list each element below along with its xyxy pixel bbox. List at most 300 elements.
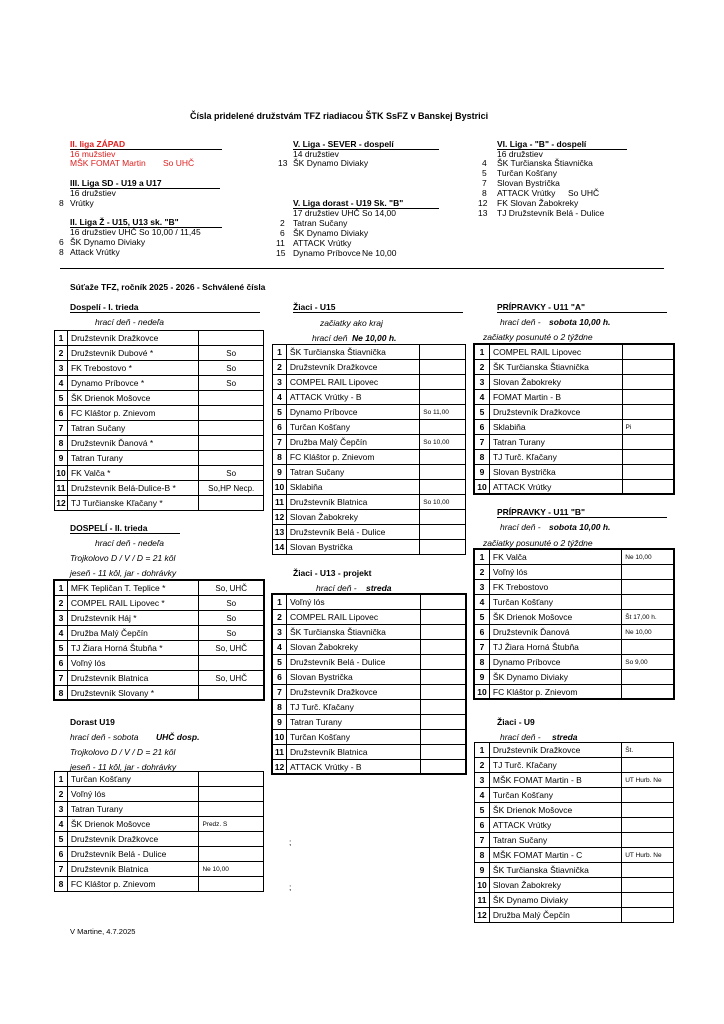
- stray-mark: ;: [289, 882, 292, 892]
- team-number: 8: [55, 436, 68, 451]
- team-name: Družstevník Dražkovce: [489, 743, 621, 758]
- table-row: [475, 788, 674, 803]
- play-day-bold: sobota 10,00 h.: [549, 522, 611, 532]
- league-num: 8: [59, 247, 64, 257]
- team-name: Družstevník Slovany *: [67, 686, 199, 701]
- team-note: [420, 730, 465, 745]
- team-name: Družstevník Dražkovce: [67, 832, 199, 847]
- team-note: So, UHČ: [199, 581, 264, 596]
- league-note: So UHČ: [568, 188, 600, 198]
- team-note: [199, 496, 264, 511]
- team-number: 2: [475, 565, 490, 580]
- table-row: [273, 730, 466, 745]
- team-name: TJ Turč. Kľačany: [489, 450, 622, 465]
- team-number: 9: [475, 670, 490, 685]
- team-note: So,HP Necp.: [199, 481, 264, 496]
- start-note: začiatky posunuté o 2 týždne: [483, 538, 593, 548]
- team-note: So 11,00: [420, 405, 466, 420]
- table-row: [55, 451, 264, 466]
- table-row: [475, 878, 674, 893]
- team-number: 9: [273, 465, 287, 480]
- team-number: 3: [475, 773, 490, 788]
- team-name: Turčan Košťany: [286, 420, 419, 435]
- team-name: Dynamo Príbovce: [286, 405, 419, 420]
- team-note: [199, 451, 264, 466]
- league-num: 8: [482, 188, 487, 198]
- league-num: 7: [482, 178, 487, 188]
- team-note: So: [199, 596, 264, 611]
- league-team: ATTACK Vrútky: [497, 188, 556, 198]
- team-number: 7: [475, 833, 490, 848]
- table-row: [273, 745, 466, 760]
- team-name: ATTACK Vrútky - B: [286, 760, 420, 775]
- section-title-dorast: Dorast U19: [70, 717, 115, 727]
- team-name: ŠK Dynamo Diviaky: [489, 893, 621, 908]
- section-title-dosp1: Dospelí - I. trieda: [70, 302, 260, 313]
- team-note: [199, 802, 264, 817]
- team-number: 2: [55, 596, 68, 611]
- team-number: 4: [55, 817, 68, 832]
- team-note: So 10,00: [420, 495, 466, 510]
- team-note: [420, 390, 466, 405]
- team-name: Družstevník Dražkovce: [67, 331, 198, 346]
- team-number: 3: [475, 580, 490, 595]
- team-number: 7: [475, 640, 490, 655]
- table-row: [273, 655, 466, 670]
- league-title: II. Liga Ž - U15, U13 sk. "B": [70, 217, 222, 228]
- separator: [60, 268, 664, 269]
- play-day: hrací deň -: [316, 583, 357, 593]
- team-name: Družstevník Blatnica: [286, 745, 420, 760]
- table-row: [55, 802, 264, 817]
- league-count: 16 družstiev: [70, 188, 116, 198]
- league-team: Turčan Košťany: [497, 168, 558, 178]
- league-team: ŠK Dynamo Diviaky: [70, 237, 146, 247]
- section-title-u9: Žiaci - U9: [497, 717, 535, 727]
- team-name: MŠK FOMAT Martin - C: [489, 848, 621, 863]
- team-note: [622, 863, 674, 878]
- team-note: So, UHČ: [199, 671, 264, 686]
- table-row: [475, 565, 674, 580]
- league-team: FK Slovan Žabokreky: [497, 198, 579, 208]
- team-name: TJ Žiara Horná Štubňa *: [67, 641, 199, 656]
- team-number: 3: [475, 375, 490, 390]
- table-row: [475, 360, 674, 375]
- table-row: [273, 390, 466, 405]
- table-row: [475, 595, 674, 610]
- table-row: [273, 525, 466, 540]
- table-row: [475, 773, 674, 788]
- team-note: [420, 345, 466, 360]
- team-number: 4: [273, 390, 287, 405]
- league-count: 17 družstiev UHČ So 14,00: [293, 208, 396, 218]
- team-note: [622, 480, 673, 495]
- team-number: 4: [273, 640, 287, 655]
- table-row: [475, 758, 674, 773]
- team-name: Družstevník Belá - Dulice: [286, 525, 419, 540]
- team-name: Dynamo Príbovce: [489, 655, 621, 670]
- table-row: [475, 833, 674, 848]
- table-row: [273, 360, 466, 375]
- league-num: 13: [278, 158, 288, 168]
- team-name: ATTACK Vrútky: [489, 480, 622, 495]
- team-name: MFK Tepličan T. Teplice *: [67, 581, 199, 596]
- league-num: 2: [280, 218, 285, 228]
- team-name: Slovan Žabokreky: [286, 510, 419, 525]
- table-row: [55, 832, 264, 847]
- team-name: COMPEL RAIL Lipovec: [286, 610, 420, 625]
- play-day: hrací deň -: [500, 522, 541, 532]
- table-row: [475, 640, 674, 655]
- team-number: 4: [475, 390, 490, 405]
- table-row: [475, 908, 674, 923]
- team-name: Turčan Košťany: [286, 730, 420, 745]
- team-name: FK Trebostovo: [489, 580, 621, 595]
- team-note: [622, 893, 674, 908]
- team-name: Slovan Žabokreky: [489, 375, 622, 390]
- team-number: 5: [55, 391, 68, 406]
- team-name: FC Kláštor p. Znievom: [286, 450, 419, 465]
- team-name: Voľný lós: [67, 787, 199, 802]
- team-note: [622, 580, 674, 595]
- team-note: [622, 360, 673, 375]
- team-number: 4: [55, 376, 68, 391]
- team-name: Družstevník Háj *: [67, 611, 199, 626]
- table-row: [475, 610, 674, 625]
- team-number: 3: [273, 375, 287, 390]
- table-row: [475, 375, 674, 390]
- table-row: [55, 596, 264, 611]
- team-name: ŠK Turčianska Štiavnička: [286, 345, 419, 360]
- team-number: 10: [475, 878, 490, 893]
- team-number: 2: [475, 360, 490, 375]
- play-day: hrací deň - sobota: [70, 732, 139, 742]
- team-name: Slovan Bystrička: [489, 465, 622, 480]
- team-number: 11: [273, 745, 287, 760]
- team-number: 12: [475, 908, 490, 923]
- team-note: So: [199, 346, 264, 361]
- table-row: [273, 450, 466, 465]
- league-num: 11: [276, 238, 285, 248]
- table-row: [273, 420, 466, 435]
- team-note: [420, 510, 466, 525]
- team-note: [420, 700, 465, 715]
- team-name: Tatran Sučany: [286, 465, 419, 480]
- stray-mark: ;: [289, 837, 292, 847]
- team-name: ŠK Dynamo Diviaky: [489, 670, 621, 685]
- team-number: 7: [273, 435, 287, 450]
- team-number: 5: [273, 655, 287, 670]
- table-row: [55, 581, 264, 596]
- team-note: [420, 610, 465, 625]
- table-row: [475, 670, 674, 685]
- team-number: 2: [55, 787, 68, 802]
- team-name: Družstevník Ďanová *: [67, 436, 198, 451]
- team-name: Družstevník Dubové *: [67, 346, 198, 361]
- team-note: Št 17,00 h.: [622, 610, 674, 625]
- team-name: COMPEL RAIL Lipovec: [489, 345, 622, 360]
- team-number: 2: [55, 346, 68, 361]
- table-row: [475, 803, 674, 818]
- team-number: 2: [273, 360, 287, 375]
- play-day: hrací deň - nedeľa: [95, 317, 165, 327]
- table-row: [55, 611, 264, 626]
- table-row: [55, 772, 264, 787]
- team-name: Turčan Košťany: [489, 788, 621, 803]
- team-note: [199, 421, 264, 436]
- team-note: Pi: [622, 420, 673, 435]
- team-note: [420, 685, 465, 700]
- league-note: Ne 10,00: [362, 248, 397, 258]
- team-note: [420, 450, 466, 465]
- team-number: 5: [475, 405, 490, 420]
- league-num: 6: [59, 237, 64, 247]
- team-note: [622, 595, 674, 610]
- team-note: [420, 640, 465, 655]
- team-number: 7: [55, 671, 68, 686]
- team-note: [420, 360, 466, 375]
- team-note: [622, 405, 673, 420]
- team-number: 10: [475, 685, 490, 700]
- table-dosp2: [54, 580, 264, 701]
- team-note: [199, 877, 264, 892]
- team-number: 2: [273, 610, 287, 625]
- team-name: Tatran Sučany: [67, 421, 198, 436]
- start-note: začiatky posunuté o 2 týždne: [483, 332, 593, 342]
- table-row: [273, 595, 466, 610]
- team-note: [420, 525, 466, 540]
- table-row: [55, 346, 264, 361]
- table-row: [55, 686, 264, 701]
- team-note: So, UHČ: [199, 641, 264, 656]
- team-note: [420, 375, 466, 390]
- team-name: FOMAT Martin - B: [489, 390, 622, 405]
- table-row: [273, 465, 466, 480]
- table-row: [273, 345, 466, 360]
- league-note: So UHČ: [163, 158, 195, 168]
- team-number: 10: [273, 480, 287, 495]
- table-row: [475, 435, 674, 450]
- league-title: VI. Liga - "B" - dospelí: [497, 139, 627, 150]
- table-row: [475, 465, 674, 480]
- team-number: 3: [55, 802, 68, 817]
- team-number: 10: [55, 466, 68, 481]
- league-num: 12: [478, 198, 488, 208]
- league-num: 15: [276, 248, 286, 258]
- league-count: 16 družstiev: [497, 149, 543, 159]
- league-count: 14 družstiev: [293, 149, 339, 159]
- team-number: 8: [273, 700, 287, 715]
- team-number: 6: [475, 818, 490, 833]
- team-note: So: [199, 361, 264, 376]
- team-name: Slovan Bystrička: [286, 540, 419, 555]
- table-row: [475, 450, 674, 465]
- league-num: 6: [280, 228, 285, 238]
- team-name: Tatran Turany: [67, 451, 198, 466]
- table-row: [273, 510, 466, 525]
- team-name: ATTACK Vrútky: [489, 818, 621, 833]
- team-number: 5: [475, 610, 490, 625]
- team-note: Ne 10,00: [622, 625, 674, 640]
- team-note: [622, 788, 674, 803]
- team-name: FC Kláštor p. Znievom: [67, 406, 198, 421]
- team-number: 1: [475, 550, 490, 565]
- team-note: [199, 686, 264, 701]
- team-note: Št.: [622, 743, 674, 758]
- table-row: [55, 641, 264, 656]
- league-title: III. Liga SD - U19 a U17: [70, 178, 220, 189]
- team-number: 1: [273, 595, 287, 610]
- team-name: FK Trebostovo *: [67, 361, 198, 376]
- league-team: MŠK FOMAT Martin: [70, 158, 146, 168]
- team-note: So: [199, 626, 264, 641]
- table-u11a: [474, 344, 674, 495]
- league-team: Vrútky: [70, 198, 94, 208]
- team-name: COMPEL RAIL Lipovec *: [67, 596, 199, 611]
- play-day: hrací deň: [312, 333, 348, 343]
- team-number: 6: [55, 847, 68, 862]
- team-note: [622, 465, 673, 480]
- table-row: [273, 405, 466, 420]
- team-number: 14: [273, 540, 287, 555]
- table-u9: [474, 742, 674, 923]
- team-name: ŠK Drienok Mošovce: [489, 610, 621, 625]
- team-name: ATTACK Vrútky - B: [286, 390, 419, 405]
- team-name: Družstevník Ďanová: [489, 625, 621, 640]
- table-row: [55, 626, 264, 641]
- team-number: 7: [475, 435, 490, 450]
- team-number: 6: [475, 625, 490, 640]
- team-number: 8: [475, 450, 490, 465]
- team-note: [199, 656, 264, 671]
- team-note: So 9,00: [622, 655, 674, 670]
- team-number: 1: [475, 743, 490, 758]
- team-number: 7: [55, 421, 68, 436]
- team-name: ŠK Turčianska Štiavnička: [286, 625, 420, 640]
- table-row: [475, 655, 674, 670]
- league-team: ŠK Dynamo Diviaky: [293, 158, 369, 168]
- league-team: TJ Družstevník Belá - Dulice: [497, 208, 605, 218]
- play-day: hrací deň - nedeľa: [95, 538, 165, 548]
- table-row: [273, 480, 466, 495]
- team-number: 9: [55, 451, 68, 466]
- play-day-bold: streda: [366, 583, 392, 593]
- league-team: ATTACK Vrútky: [293, 238, 352, 248]
- team-number: 4: [55, 626, 68, 641]
- team-number: 10: [273, 730, 287, 745]
- team-name: TJ Turčianske Kľačany *: [67, 496, 198, 511]
- team-number: 8: [55, 877, 68, 892]
- table-row: [475, 420, 674, 435]
- league-team: Attack Vrútky: [70, 247, 120, 257]
- team-name: Družstevník Blatnica: [286, 495, 419, 510]
- team-note: So: [199, 376, 264, 391]
- team-number: 3: [273, 625, 287, 640]
- table-dosp1: [54, 330, 264, 511]
- team-number: 13: [273, 525, 287, 540]
- section-title-dosp2: DOSPELÍ - II. trieda: [70, 523, 180, 534]
- table-row: [475, 685, 674, 700]
- team-note: [622, 685, 674, 700]
- play-day-bold: UHČ dosp.: [156, 732, 200, 742]
- team-note: So 10,00: [420, 435, 466, 450]
- table-row: [475, 625, 674, 640]
- team-note: [622, 670, 674, 685]
- team-note: UT Hurb. Ne: [622, 848, 674, 863]
- team-name: TJ Turč. Kľačany: [489, 758, 621, 773]
- table-row: [55, 376, 264, 391]
- team-number: 8: [475, 848, 490, 863]
- team-name: ŠK Drienok Mošovce: [67, 817, 199, 832]
- table-row: [273, 685, 466, 700]
- team-number: 1: [475, 345, 490, 360]
- team-number: 12: [273, 510, 287, 525]
- team-note: [622, 565, 674, 580]
- team-note: [199, 772, 264, 787]
- team-note: UT Hurb. Ne: [622, 773, 674, 788]
- league-num: 13: [478, 208, 488, 218]
- table-row: [55, 391, 264, 406]
- team-name: Družstevník Blatnica: [67, 671, 199, 686]
- league-num: 5: [482, 168, 487, 178]
- section-title-u15: Žiaci - U15: [293, 302, 463, 313]
- team-name: Družstevník Dražkovce: [286, 360, 419, 375]
- section-title-u11a: PRÍPRAVKY - U11 "A": [497, 302, 667, 313]
- footer-date: V Martine, 4.7.2025: [70, 927, 136, 936]
- league-team: Slovan Bystrička: [497, 178, 560, 188]
- team-note: [420, 670, 465, 685]
- team-number: 4: [475, 788, 490, 803]
- team-number: 1: [55, 331, 68, 346]
- team-note: Ne 10,00: [199, 862, 264, 877]
- team-name: TJ Turč. Kľačany: [286, 700, 420, 715]
- team-note: [199, 391, 264, 406]
- team-name: Družstevník Blatnica: [67, 862, 199, 877]
- team-number: 12: [273, 760, 287, 775]
- team-number: 11: [475, 893, 490, 908]
- team-note: [622, 818, 674, 833]
- table-row: [273, 715, 466, 730]
- table-row: [273, 610, 466, 625]
- team-number: 4: [475, 595, 490, 610]
- team-note: [622, 375, 673, 390]
- team-name: Sklabiňa: [489, 420, 622, 435]
- team-name: Družba Malý Čepčín: [489, 908, 621, 923]
- team-name: Slovan Žabokreky: [489, 878, 621, 893]
- team-note: [199, 406, 264, 421]
- table-row: [55, 787, 264, 802]
- page-title: Čísla pridelené družstvám TFZ riadiacou ŠTK SsFZ v Banskej Bystrici: [190, 111, 489, 121]
- team-number: 6: [55, 656, 68, 671]
- team-note: So: [199, 611, 264, 626]
- team-note: [622, 908, 674, 923]
- team-number: 10: [475, 480, 490, 495]
- table-row: [475, 743, 674, 758]
- table-row: [475, 480, 674, 495]
- team-note: [622, 758, 674, 773]
- table-row: [55, 361, 264, 376]
- team-note: [199, 832, 264, 847]
- league-num: 4: [482, 158, 487, 168]
- team-number: 6: [273, 670, 287, 685]
- table-row: [55, 466, 264, 481]
- team-name: FC Kláštor p. Znievom: [67, 877, 199, 892]
- team-name: FC Kláštor p. Znievom: [489, 685, 621, 700]
- league-title: V. Liga - SEVER - dospelí: [293, 139, 439, 150]
- league-title: II. liga ZÁPAD: [70, 139, 222, 150]
- table-row: [55, 481, 264, 496]
- table-row: [55, 406, 264, 421]
